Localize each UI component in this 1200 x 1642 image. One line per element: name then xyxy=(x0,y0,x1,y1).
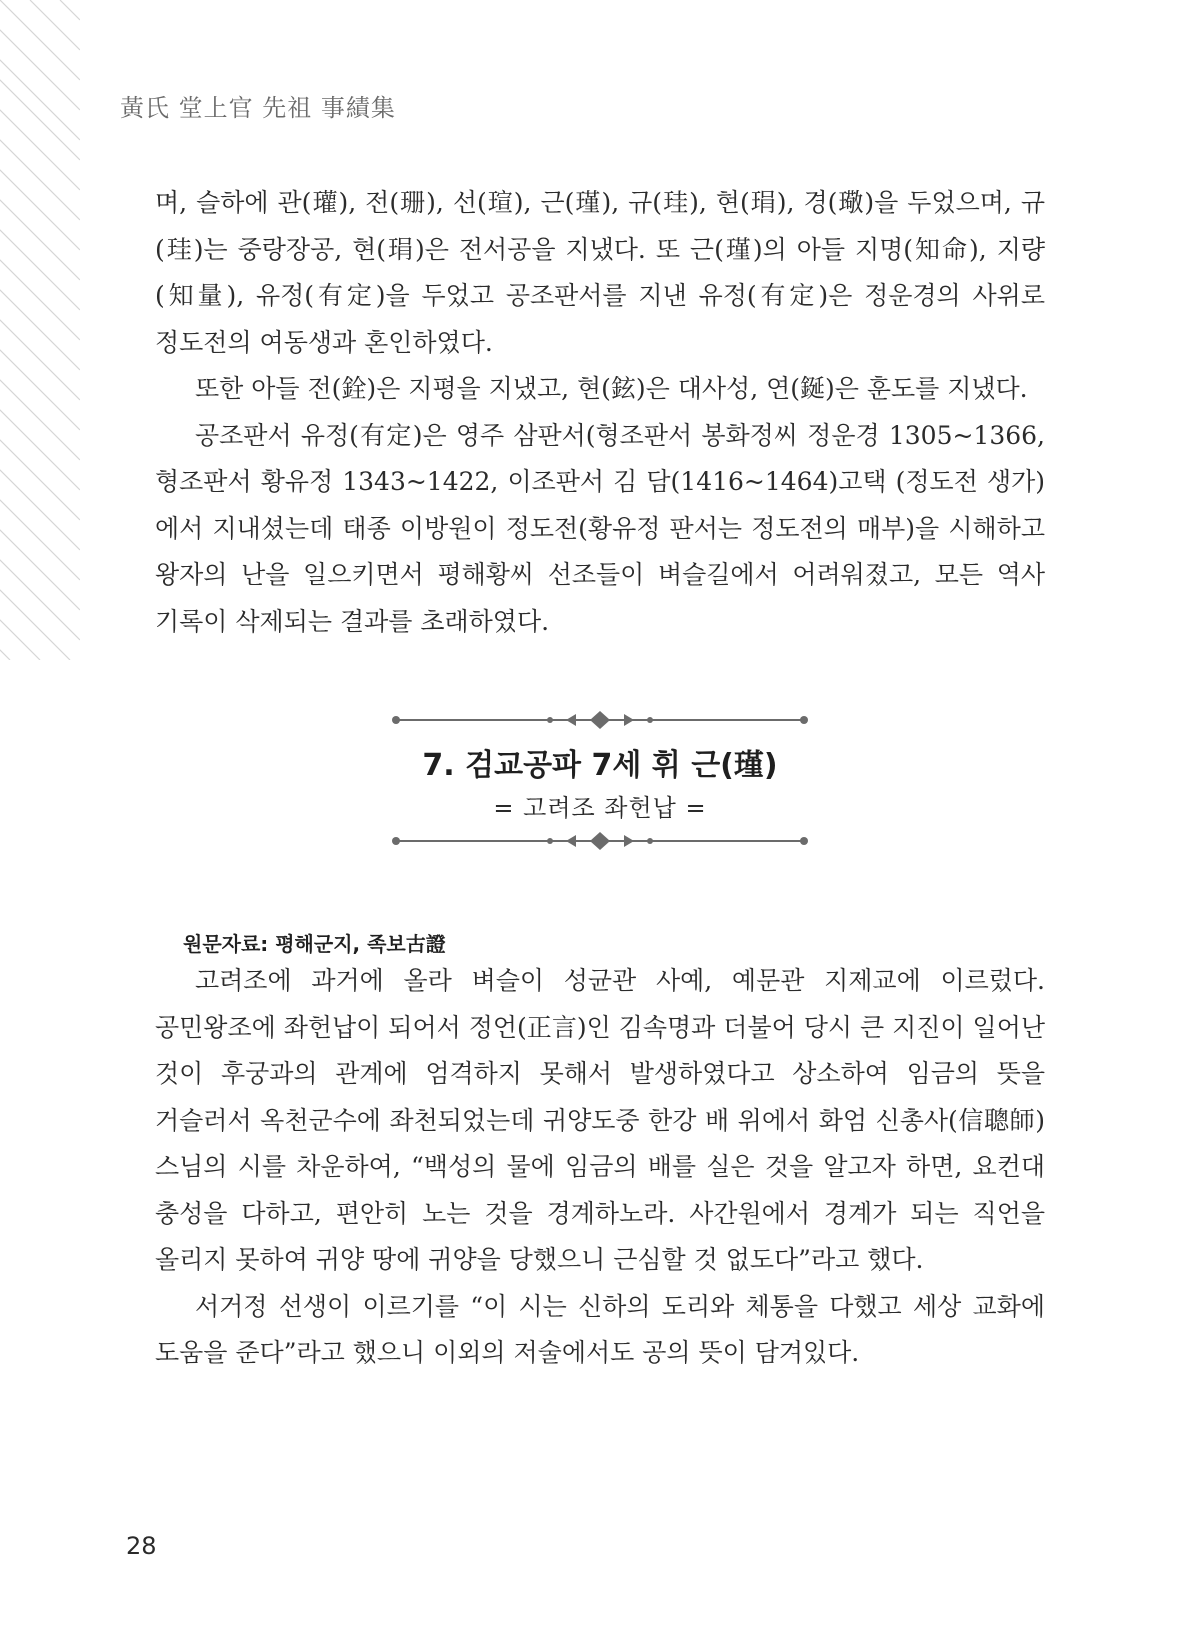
body-paragraph: 며, 슬하에 관(瓘), 전(珊), 선(瑄), 근(瑾), 규(珪), 현(琄), 경(璥)을 두었으며, 규(珪)는 중랑장공, 현(琄)은 전서공을 지냈다. 또 근(瑾)의 아들 지명(知命), 지량(知量), 유정(有定)을 두었고 공조판서를 지낸 유정(有定)은 정운경의 사위로 정도전의 여동생과 혼인하였다. xyxy=(155,188,1045,357)
body-paragraph: 고려조에 과거에 올라 벼슬이 성균관 사예, 예문관 지제교에 이르렀다. 공민왕조에 좌헌납이 되어서 정언(正言)인 김속명과 더불어 당시 큰 지진이 일어난 것이 후궁과의 관계에 엄격하지 못해서 발생하였다고 상소하여 임금의 뜻을 거슬러서 옥천군수에 좌천되었는데 귀양도중 한강 배 위에서 화엄 신총사(信聰師) 스님의 시를 차운하여, “백성의 물에 임금의 배를 실은 것을 알고자 하면, 요컨대 충성을 다하고, 편안히 노는 것을 경계하노라. 사간원에서 경계가 되는 직언을 올리지 못하여 귀양 땅에 귀양을 당했으니 근심할 것 없도다”라고 했다. xyxy=(155,966,1045,1274)
decorative-stripes xyxy=(0,0,80,660)
page-number: 28 xyxy=(126,1532,157,1560)
body-paragraph: 공조판서 유정(有定)은 영주 삼판서(형조판서 봉화정씨 정운경 1305~1366, 형조판서 황유정 1343~1422, 이조판서 김 담(1416~1464)고택 (정도전 생가)에서 지내셨는데 태종 이방원이 정도전(황유정 판서는 정도전의 매부)을 시해하고 왕자의 난을 일으키면서 평해황씨 선조들이 벼슬길에서 어려워졌고, 모든 역사 기록이 삭제되는 결과를 초래하였다. xyxy=(155,420,1045,636)
body-paragraph: 또한 아들 전(銓)은 지평을 지냈고, 현(鉉)은 대사성, 연(鋋)은 훈도를 지냈다. xyxy=(195,374,1028,403)
top-text-block xyxy=(155,180,1045,645)
top-ornament-divider xyxy=(390,708,810,732)
body-paragraph: 서거정 선생이 이르기를 “이 시는 신하의 도리와 체통을 다했고 세상 교화에 도움을 준다”라고 했으니 이외의 저술에서도 공의 뜻이 담겨있다. xyxy=(155,1291,1045,1367)
source-label: 원문자료: 평해군지, 족보古證 xyxy=(183,932,446,956)
running-header: 黃氏 堂上官 先祖 事績集 xyxy=(120,94,396,122)
bottom-text-block xyxy=(155,958,1045,1377)
bottom-ornament-divider xyxy=(390,829,810,853)
section-heading xyxy=(390,708,810,853)
section-subtitle: = 고려조 좌헌납 = xyxy=(493,794,707,822)
section-title: 7. 검교공파 7세 휘 근(瑾) xyxy=(422,748,778,783)
